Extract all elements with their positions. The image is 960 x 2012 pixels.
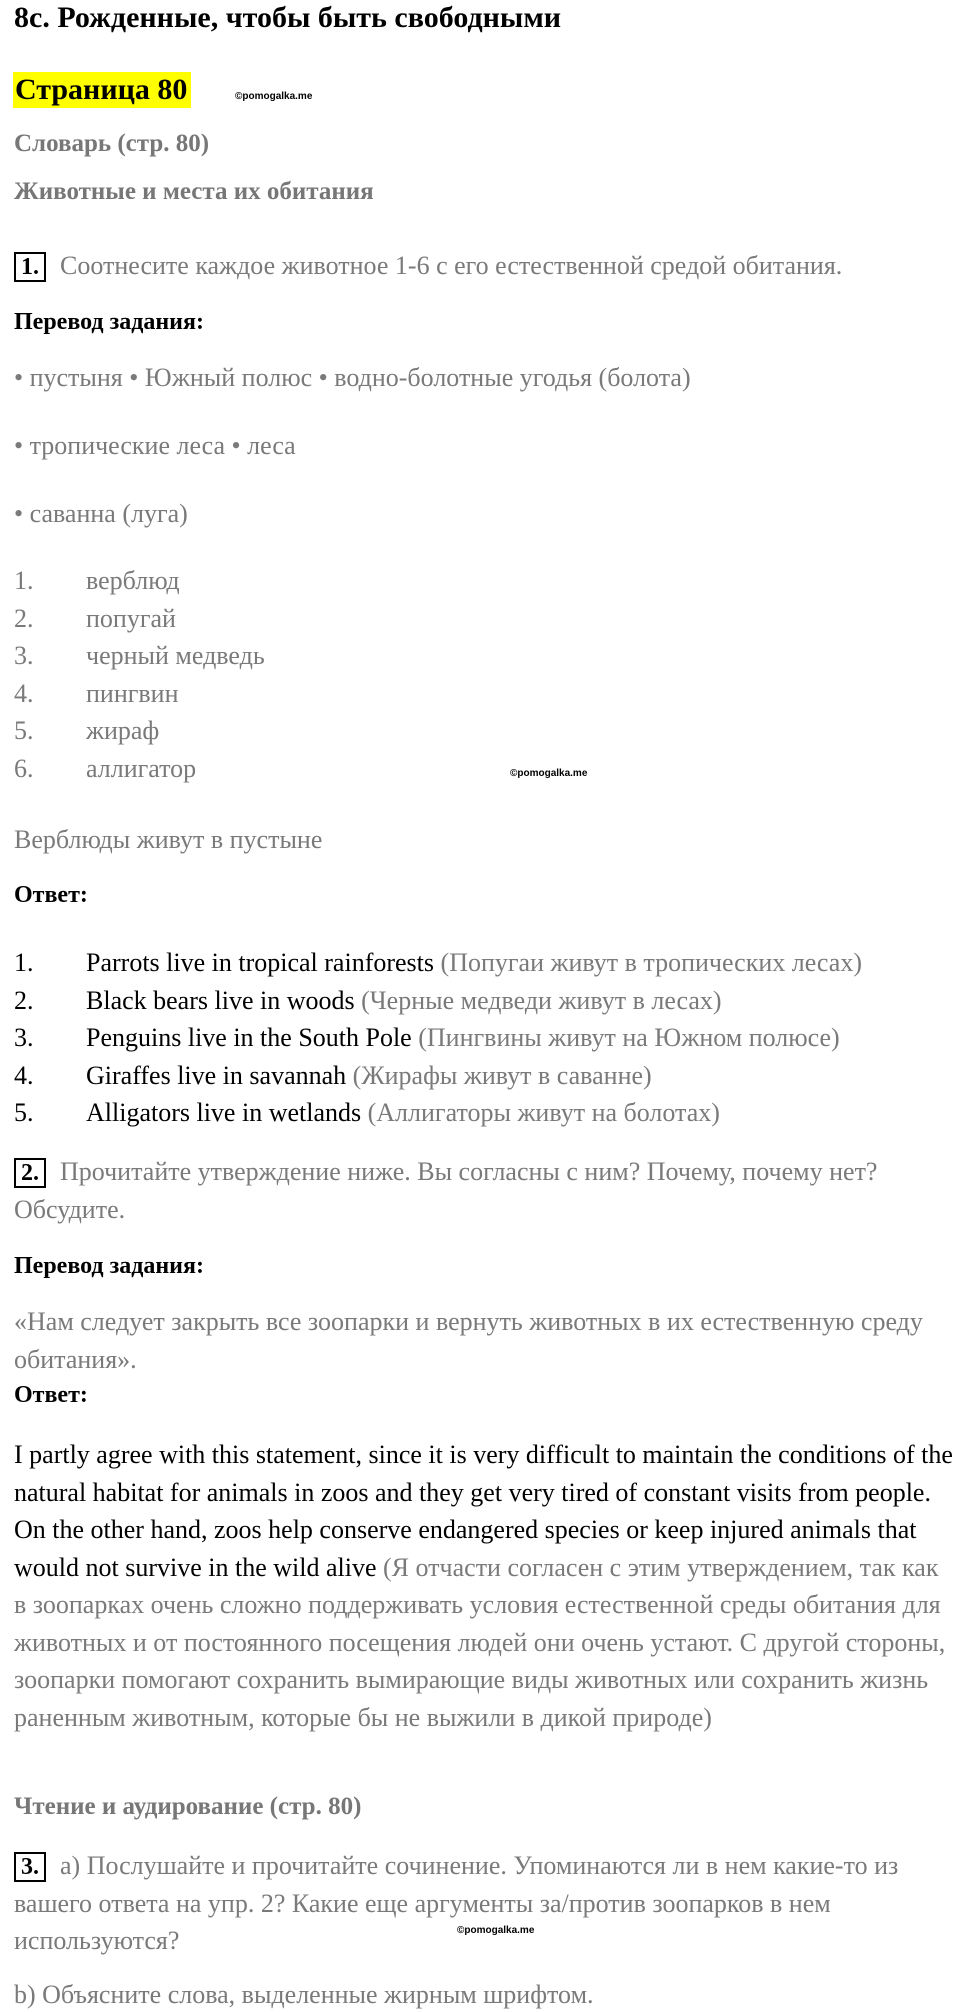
- exercise-2-answer: [14, 1436, 954, 1736]
- exercise-3-part-b: b) Объясните слова, выделенные жирным шрифтом.: [14, 1980, 594, 2009]
- list-item: 2. Black bears live in woods (Черные медведи живут в лесах): [14, 985, 722, 1015]
- exercise-2-translation-label: Перевод задания:: [14, 1253, 204, 1279]
- exercise-1-number: 1.: [14, 252, 46, 282]
- answer-russian: (Я отчасти согласен с этим утверждением, так как в зоопарках очень сложно поддерживать условия естественной среды обитания для животных и от постоянного посещения людей они очень устают. С другой стороны, зоопарки помогают сохранить вымирающие виды животных или сохранить жизнь раненным животным, которые бы не выжили в дикой природе): [14, 1552, 946, 1732]
- topic-heading: Животные и места их обитания: [14, 178, 374, 205]
- habitats-line-3: • саванна (луга): [14, 499, 188, 528]
- list-item: 5. Alligators live in wetlands (Аллигаторы живут на болотах): [14, 1098, 720, 1127]
- exercise-3-part-a-text: a) Послушайте и прочитайте сочинение. Упоминаются ли в нем какие-то из вашего ответа на упр. 2? Какие еще аргументы за/против зоопарков в нем используются?: [14, 1851, 899, 1955]
- list-item: 5. жираф: [14, 716, 160, 745]
- reading-heading: Чтение и аудирование (стр. 80): [14, 1793, 362, 1820]
- exercise-1-answer-label: Ответ:: [14, 882, 88, 908]
- list-item: 2. попугай: [14, 603, 176, 633]
- animals-list: [14, 562, 265, 787]
- exercise-2-quote: «Нам следует закрыть все зоопарки и вернуть животных в их естественную среду обитания».: [14, 1307, 923, 1374]
- dictionary-heading: Словарь (стр. 80): [14, 130, 210, 157]
- answer-english: I partly agree with this statement, since it is very difficult to maintain the conditions of the natural habitat for animals in zoos and they get very tired of constant visits from people. On the other hand, zoos help conserve endangered species or keep injured animals that would not survive in the wild alive: [14, 1440, 953, 1582]
- watermark: ©pomogalka.me: [510, 768, 588, 779]
- list-item: 3. черный медведь: [14, 641, 265, 670]
- exercise-2-number: 2.: [14, 1158, 46, 1188]
- list-item: 4. пингвин: [14, 678, 179, 708]
- list-item: 1. верблюд: [14, 566, 180, 595]
- page-number-label: Страница 80: [13, 72, 191, 108]
- page-title: 8c. Рожденные, чтобы быть свободными: [14, 1, 562, 34]
- list-item: 1. Parrots live in tropical rainforests (Попугаи живут в тропических лесах): [14, 948, 862, 977]
- habitats-line-1: • пустыня • Южный полюс • водно-болотные угодья (болота): [14, 363, 691, 392]
- exercise-1-translation-label: Перевод задания:: [14, 309, 204, 335]
- answers-list: [14, 944, 862, 1132]
- exercise-1-text: Соотнесите каждое животное 1-6 с его естественной средой обитания.: [60, 251, 843, 280]
- list-item: 4. Giraffes live in savannah (Жирафы живут в саванне): [14, 1060, 652, 1090]
- habitats-line-2: • тропические леса • леса: [14, 431, 296, 460]
- list-item: 3. Penguins live in the South Pole (Пингвины живут на Южном полюсе): [14, 1023, 840, 1052]
- exercise-1-example: Верблюды живут в пустыне: [14, 825, 323, 854]
- exercise-2-instruction: [14, 1153, 954, 1228]
- exercise-1-instruction: [14, 249, 842, 283]
- exercise-2-text: Прочитайте утверждение ниже. Вы согласны с ним? Почему, почему нет? Обсудите.: [14, 1157, 878, 1224]
- watermark: ©pomogalka.me: [235, 91, 313, 102]
- exercise-3-number: 3.: [14, 1852, 46, 1882]
- list-item: 6. аллигатор: [14, 753, 197, 783]
- exercise-3-part-a: [14, 1847, 954, 1960]
- watermark: ©pomogalka.me: [457, 1925, 535, 1936]
- exercise-2-answer-label: Ответ:: [14, 1382, 88, 1408]
